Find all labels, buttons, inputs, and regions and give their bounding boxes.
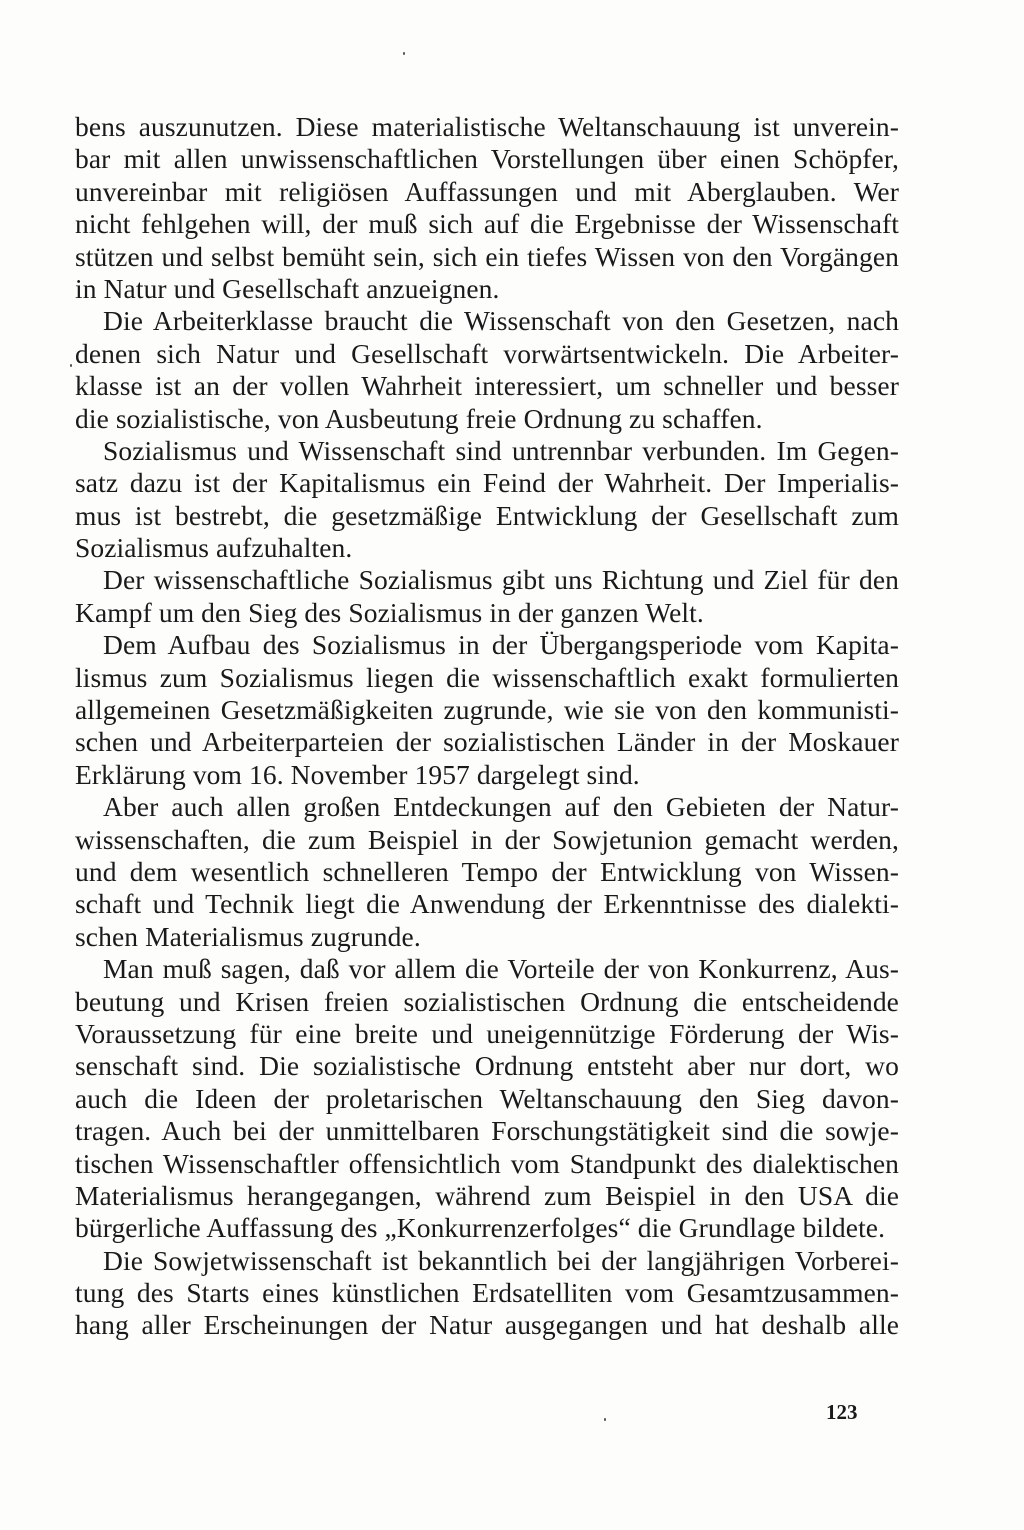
- text-line: tragen. Auch bei der unmittelbaren Forschungstätigkeit sind die sowje-: [75, 1115, 899, 1147]
- text-line: Man muß sagen, daß vor allem die Vorteile der von Konkurrenz, Aus-: [103, 953, 899, 985]
- scan-speck: [604, 1418, 606, 1421]
- text-line: Aber auch allen großen Entdeckungen auf den Gebieten der Natur-: [103, 791, 899, 823]
- text-line: Sozialismus und Wissenschaft sind untrennbar verbunden. Im Gegen-: [103, 434, 899, 466]
- text-line: die sozialistische, von Ausbeutung freie Ordnung zu schaffen.: [75, 402, 763, 434]
- text-line: Materialismus herangegangen, während zum Beispiel in den USA die: [75, 1179, 899, 1211]
- text-line: senschaft sind. Die sozialistische Ordnung entsteht aber nur dort, wo: [75, 1050, 899, 1082]
- text-line: nicht fehlgehen will, der muß sich auf die Ergebnisse der Wissenschaft: [75, 208, 899, 240]
- text-line: hang aller Erscheinungen der Natur ausgegangen und hat deshalb alle: [75, 1309, 899, 1341]
- text-line: Dem Aufbau des Sozialismus in der Übergangsperiode vom Kapita-: [103, 629, 899, 661]
- text-line: beutung und Krisen freien sozialistischen Ordnung die entscheidende: [75, 985, 899, 1017]
- text-line: stützen und selbst bemüht sein, sich ein tiefes Wissen von den Vorgängen: [75, 240, 899, 272]
- text-line: mus ist bestrebt, die gesetzmäßige Entwicklung der Gesellschaft zum: [75, 499, 899, 531]
- scan-speck: [403, 52, 405, 55]
- paragraph: [75, 791, 899, 953]
- text-line: Die Arbeiterklasse braucht die Wissenschaft von den Gesetzen, nach: [103, 305, 899, 337]
- text-line: wissenschaften, die zum Beispiel in der Sowjetunion gemacht werden,: [75, 823, 899, 855]
- page-number: 123: [826, 1400, 858, 1424]
- text-line: tung des Starts eines künstlichen Erdsatelliten vom Gesamtzusammen-: [75, 1277, 899, 1309]
- text-line: Erklärung vom 16. November 1957 dargelegt sind.: [75, 758, 640, 790]
- text-line: tischen Wissenschaftler offensichtlich vom Standpunkt des dialektischen: [75, 1147, 899, 1179]
- text-line: und dem wesentlich schnelleren Tempo der Entwicklung von Wissen-: [75, 855, 899, 887]
- text-line: Die Sowjetwissenschaft ist bekanntlich bei der langjährigen Vorberei-: [103, 1244, 899, 1276]
- text-line: Voraussetzung für eine breite und uneigennützige Förderung der Wis-: [75, 1017, 899, 1049]
- text-line: schen Materialismus zugrunde.: [75, 920, 421, 952]
- text-line: bar mit allen unwissenschaftlichen Vorstellungen über einen Schöpfer,: [75, 143, 899, 175]
- text-line: Sozialismus aufzuhalten.: [75, 532, 353, 564]
- text-line: Der wissenschaftliche Sozialismus gibt uns Richtung und Ziel für den: [103, 564, 899, 596]
- paragraph: [75, 953, 899, 1245]
- text-line: schaft und Technik liegt die Anwendung der Erkenntnisse des dialekti-: [75, 888, 899, 920]
- text-line: satz dazu ist der Kapitalismus ein Feind der Wahrheit. Der Imperialis-: [75, 467, 899, 499]
- text-line: Kampf um den Sieg des Sozialismus in der ganzen Welt.: [75, 596, 704, 628]
- paragraph: [75, 629, 899, 791]
- paragraph: [75, 111, 899, 305]
- text-line: klasse ist an der vollen Wahrheit interessiert, um schneller und besser: [75, 370, 899, 402]
- paragraph: [75, 1245, 899, 1342]
- text-line: unvereinbar mit religiösen Auffassungen und mit Aberglauben. Wer: [75, 175, 899, 207]
- paragraph: [75, 305, 899, 435]
- paragraph: [75, 435, 899, 565]
- text-line: lismus zum Sozialismus liegen die wissenschaftlich exakt formulierten: [75, 661, 899, 693]
- text-line: allgemeinen Gesetzmäßigkeiten zugrunde, wie sie von den kommunisti-: [75, 694, 899, 726]
- text-line: schen und Arbeiterparteien der sozialistischen Länder in der Moskauer: [75, 726, 899, 758]
- body-text: [75, 111, 899, 1342]
- text-line: auch die Ideen der proletarischen Weltanschauung den Sieg davon-: [75, 1082, 899, 1114]
- text-line: bens auszunutzen. Diese materialistische Weltanschauung ist unverein-: [75, 111, 899, 142]
- text-line: denen sich Natur und Gesellschaft vorwärtsentwickeln. Die Arbeiter-: [75, 337, 899, 369]
- text-line: in Natur und Gesellschaft anzueignen.: [75, 272, 500, 304]
- scan-speck: [70, 364, 72, 367]
- text-line: bürgerliche Auffassung des „Konkurrenzerfolges“ die Grundlage bildete.: [75, 1212, 886, 1244]
- paragraph: [75, 564, 899, 629]
